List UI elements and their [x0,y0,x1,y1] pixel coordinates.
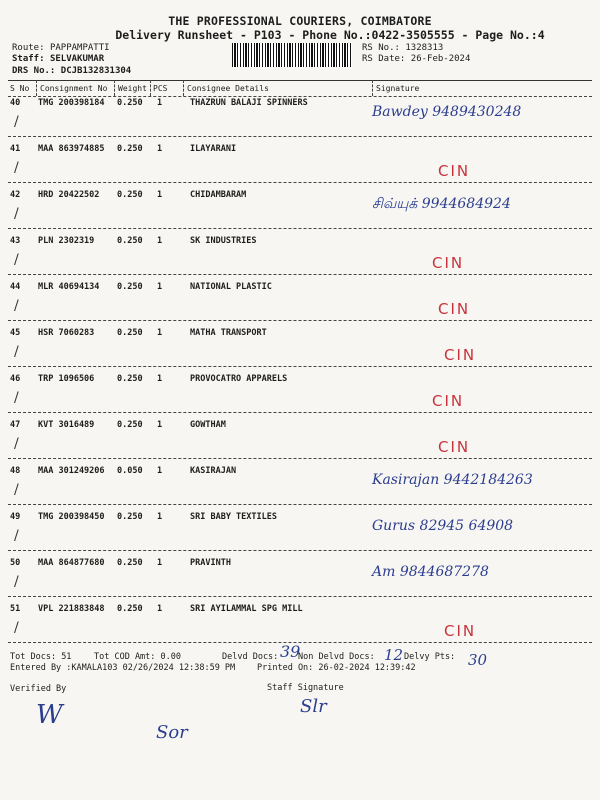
row-consignee: NATIONAL PLASTIC [190,282,272,292]
delvd-docs: Delvd Docs: [222,652,279,662]
row-weight: 0.250 [117,282,143,292]
row-sno: 46 [10,374,21,384]
verified-by-label: Verified By [10,684,67,694]
row-weight: 0.250 [117,328,143,338]
row-consignee: THAZRUN BALAJI SPINNERS [190,98,308,108]
non-delvd-handwritten: 12 [384,646,404,664]
row-sno: 41 [10,144,21,154]
row-sno: 40 [10,98,21,108]
tick-mark: / [14,390,19,406]
row-sno: 42 [10,190,21,200]
row-consignee: PRAVINTH [190,558,231,568]
row-consignment: HRD 20422502 [38,190,100,200]
drs-value: DCJB132831304 [60,66,132,76]
col-divider [36,80,37,96]
tick-mark: / [14,344,19,360]
row-consignee: CHIDAMBARAM [190,190,247,200]
header-rule [8,96,592,97]
row-rule [8,366,592,367]
tick-mark: / [14,620,19,636]
barcode [232,43,352,67]
row-consignee: ILAYARANI [190,144,237,154]
row-sno: 50 [10,558,21,568]
row-weight: 0.250 [117,604,143,614]
row-rule [8,182,592,183]
rs-no-value: 1328313 [405,43,444,53]
tick-mark: / [14,436,19,452]
row-signature: CIN [444,346,477,364]
drs-line: DRS No.: DCJB132831304 [12,66,132,76]
staff-signature-label: Staff Signature [267,683,344,693]
row-consignment: MAA 301249206 [38,466,105,476]
row-signature: Bawdey 9489430248 [372,104,522,120]
row-sno: 48 [10,466,21,476]
row-sno: 49 [10,512,21,522]
tot-docs: Tot Docs: 51 [10,652,72,662]
col-divider [114,80,115,96]
table-row [0,466,600,512]
row-rule [8,228,592,229]
table-row [0,190,600,236]
row-signature: CIN [438,162,471,180]
col-pcs: PCS [153,84,168,93]
row-pcs: 1 [157,558,163,568]
col-consignment: Consignment No [40,84,108,93]
table-row [0,282,600,328]
row-pcs: 1 [157,512,163,522]
table-row [0,328,600,374]
rs-no-line: RS No.: 1328313 [362,43,444,53]
row-signature: Kasirajan 9442184263 [372,472,533,488]
row-sno: 44 [10,282,21,292]
table-row [0,420,600,466]
tick-mark: / [14,574,19,590]
row-rule [8,136,592,137]
col-weight: Weight [118,84,147,93]
row-consignee: SK INDUSTRIES [190,236,257,246]
row-pcs: 1 [157,190,163,200]
tick-mark: / [14,528,19,544]
table-row [0,558,600,604]
row-pcs: 1 [157,328,163,338]
row-pcs: 1 [157,98,163,108]
row-sno: 51 [10,604,21,614]
row-consignee: GOWTHAM [190,420,226,430]
table-row [0,98,600,144]
row-consignment: TRP 1096506 [38,374,95,384]
tick-mark: / [14,298,19,314]
row-weight: 0.050 [117,466,143,476]
row-rule [8,596,592,597]
row-consignee: MATHA TRANSPORT [190,328,267,338]
company-title: THE PROFESSIONAL COURIERS, COIMBATORE [168,14,432,28]
row-weight: 0.250 [117,144,143,154]
row-pcs: 1 [157,236,163,246]
row-weight: 0.250 [117,190,143,200]
row-pcs: 1 [157,604,163,614]
row-rule [8,550,592,551]
col-divider [372,80,373,96]
table-row [0,144,600,190]
row-consignment: MAA 864877680 [38,558,105,568]
row-consignee: PROVOCATRO APPARELS [190,374,288,384]
staff-value: SELVAKUMAR [49,54,105,64]
row-sno: 47 [10,420,21,430]
row-consignee: SRI BABY TEXTILES [190,512,277,522]
row-signature: CIN [432,254,465,272]
row-rule [8,458,592,459]
row-weight: 0.250 [117,374,143,384]
row-signature: CIN [438,438,471,456]
row-pcs: 1 [157,282,163,292]
table-row [0,374,600,420]
row-weight: 0.250 [117,236,143,246]
col-divider [183,80,184,96]
staff-signature: Slr [300,696,327,717]
row-consignment: HSR 7060283 [38,328,95,338]
row-signature: சிவ்யுக் 9944684924 [372,196,511,212]
row-signature: CIN [444,622,477,640]
row-pcs: 1 [157,144,163,154]
table-row [0,236,600,282]
row-consignment: TMG 200398450 [38,512,105,522]
tick-mark: / [14,114,19,130]
row-signature: CIN [438,300,471,318]
row-signature: CIN [432,392,465,410]
table-top-rule [8,80,592,81]
col-sno: S No [10,84,30,93]
row-pcs: 1 [157,374,163,384]
row-rule [8,504,592,505]
col-signature: Signature [376,84,420,93]
row-rule [8,274,592,275]
col-divider [150,80,151,96]
row-consignee: KASIRAJAN [190,466,237,476]
tot-cod: Tot COD Amt: 0.00 [94,652,182,662]
route-line: Route: PAPPAMPATTI [12,43,110,53]
staff-line: Staff: SELVAKUMAR [12,54,105,64]
table-row [0,512,600,558]
runsheet-title: Delivery Runsheet - P103 - Phone No.:0422-3505555 - Page No.:4 [115,28,545,42]
row-weight: 0.250 [117,512,143,522]
row-consignment: MLR 40694134 [38,282,100,292]
verified-signature-2: Sor [156,722,188,743]
printed-on: Printed On: 26-02-2024 12:39:42 [257,663,416,673]
tick-mark: / [14,252,19,268]
delvd-handwritten: 39 [280,642,301,661]
row-pcs: 1 [157,466,163,476]
row-consignment: TMG 200398184 [38,98,105,108]
row-pcs: 1 [157,420,163,430]
row-weight: 0.250 [117,420,143,430]
non-delvd-docs: Non Delvd Docs: [298,652,375,662]
row-rule [8,320,592,321]
row-weight: 0.250 [117,558,143,568]
verified-signature: W [36,700,63,730]
row-consignment: PLN 2302319 [38,236,95,246]
row-consignment: MAA 863974885 [38,144,105,154]
row-consignee: SRI AYILAMMAL SPG MILL [190,604,303,614]
row-consignment: VPL 221883848 [38,604,105,614]
row-sno: 43 [10,236,21,246]
row-signature: Am 9844687278 [372,564,489,580]
row-weight: 0.250 [117,98,143,108]
tick-mark: / [14,482,19,498]
col-consignee: Consignee Details [187,84,269,93]
tick-mark: / [14,206,19,222]
delvy-pts-handwritten: 30 [468,651,488,669]
tick-mark: / [14,160,19,176]
route-value: PAPPAMPATTI [49,43,110,53]
row-rule [8,412,592,413]
delvy-pts: Delvy Pts: [404,652,456,662]
row-sno: 45 [10,328,21,338]
row-signature: Gurus 82945 64908 [372,518,514,534]
row-consignment: KVT 3016489 [38,420,95,430]
entered-by: Entered By :KAMALA103 02/26/2024 12:38:59 PM [10,663,236,673]
rs-date-value: 26-Feb-2024 [410,54,471,64]
rs-date-line: RS Date: 26-Feb-2024 [362,54,471,64]
